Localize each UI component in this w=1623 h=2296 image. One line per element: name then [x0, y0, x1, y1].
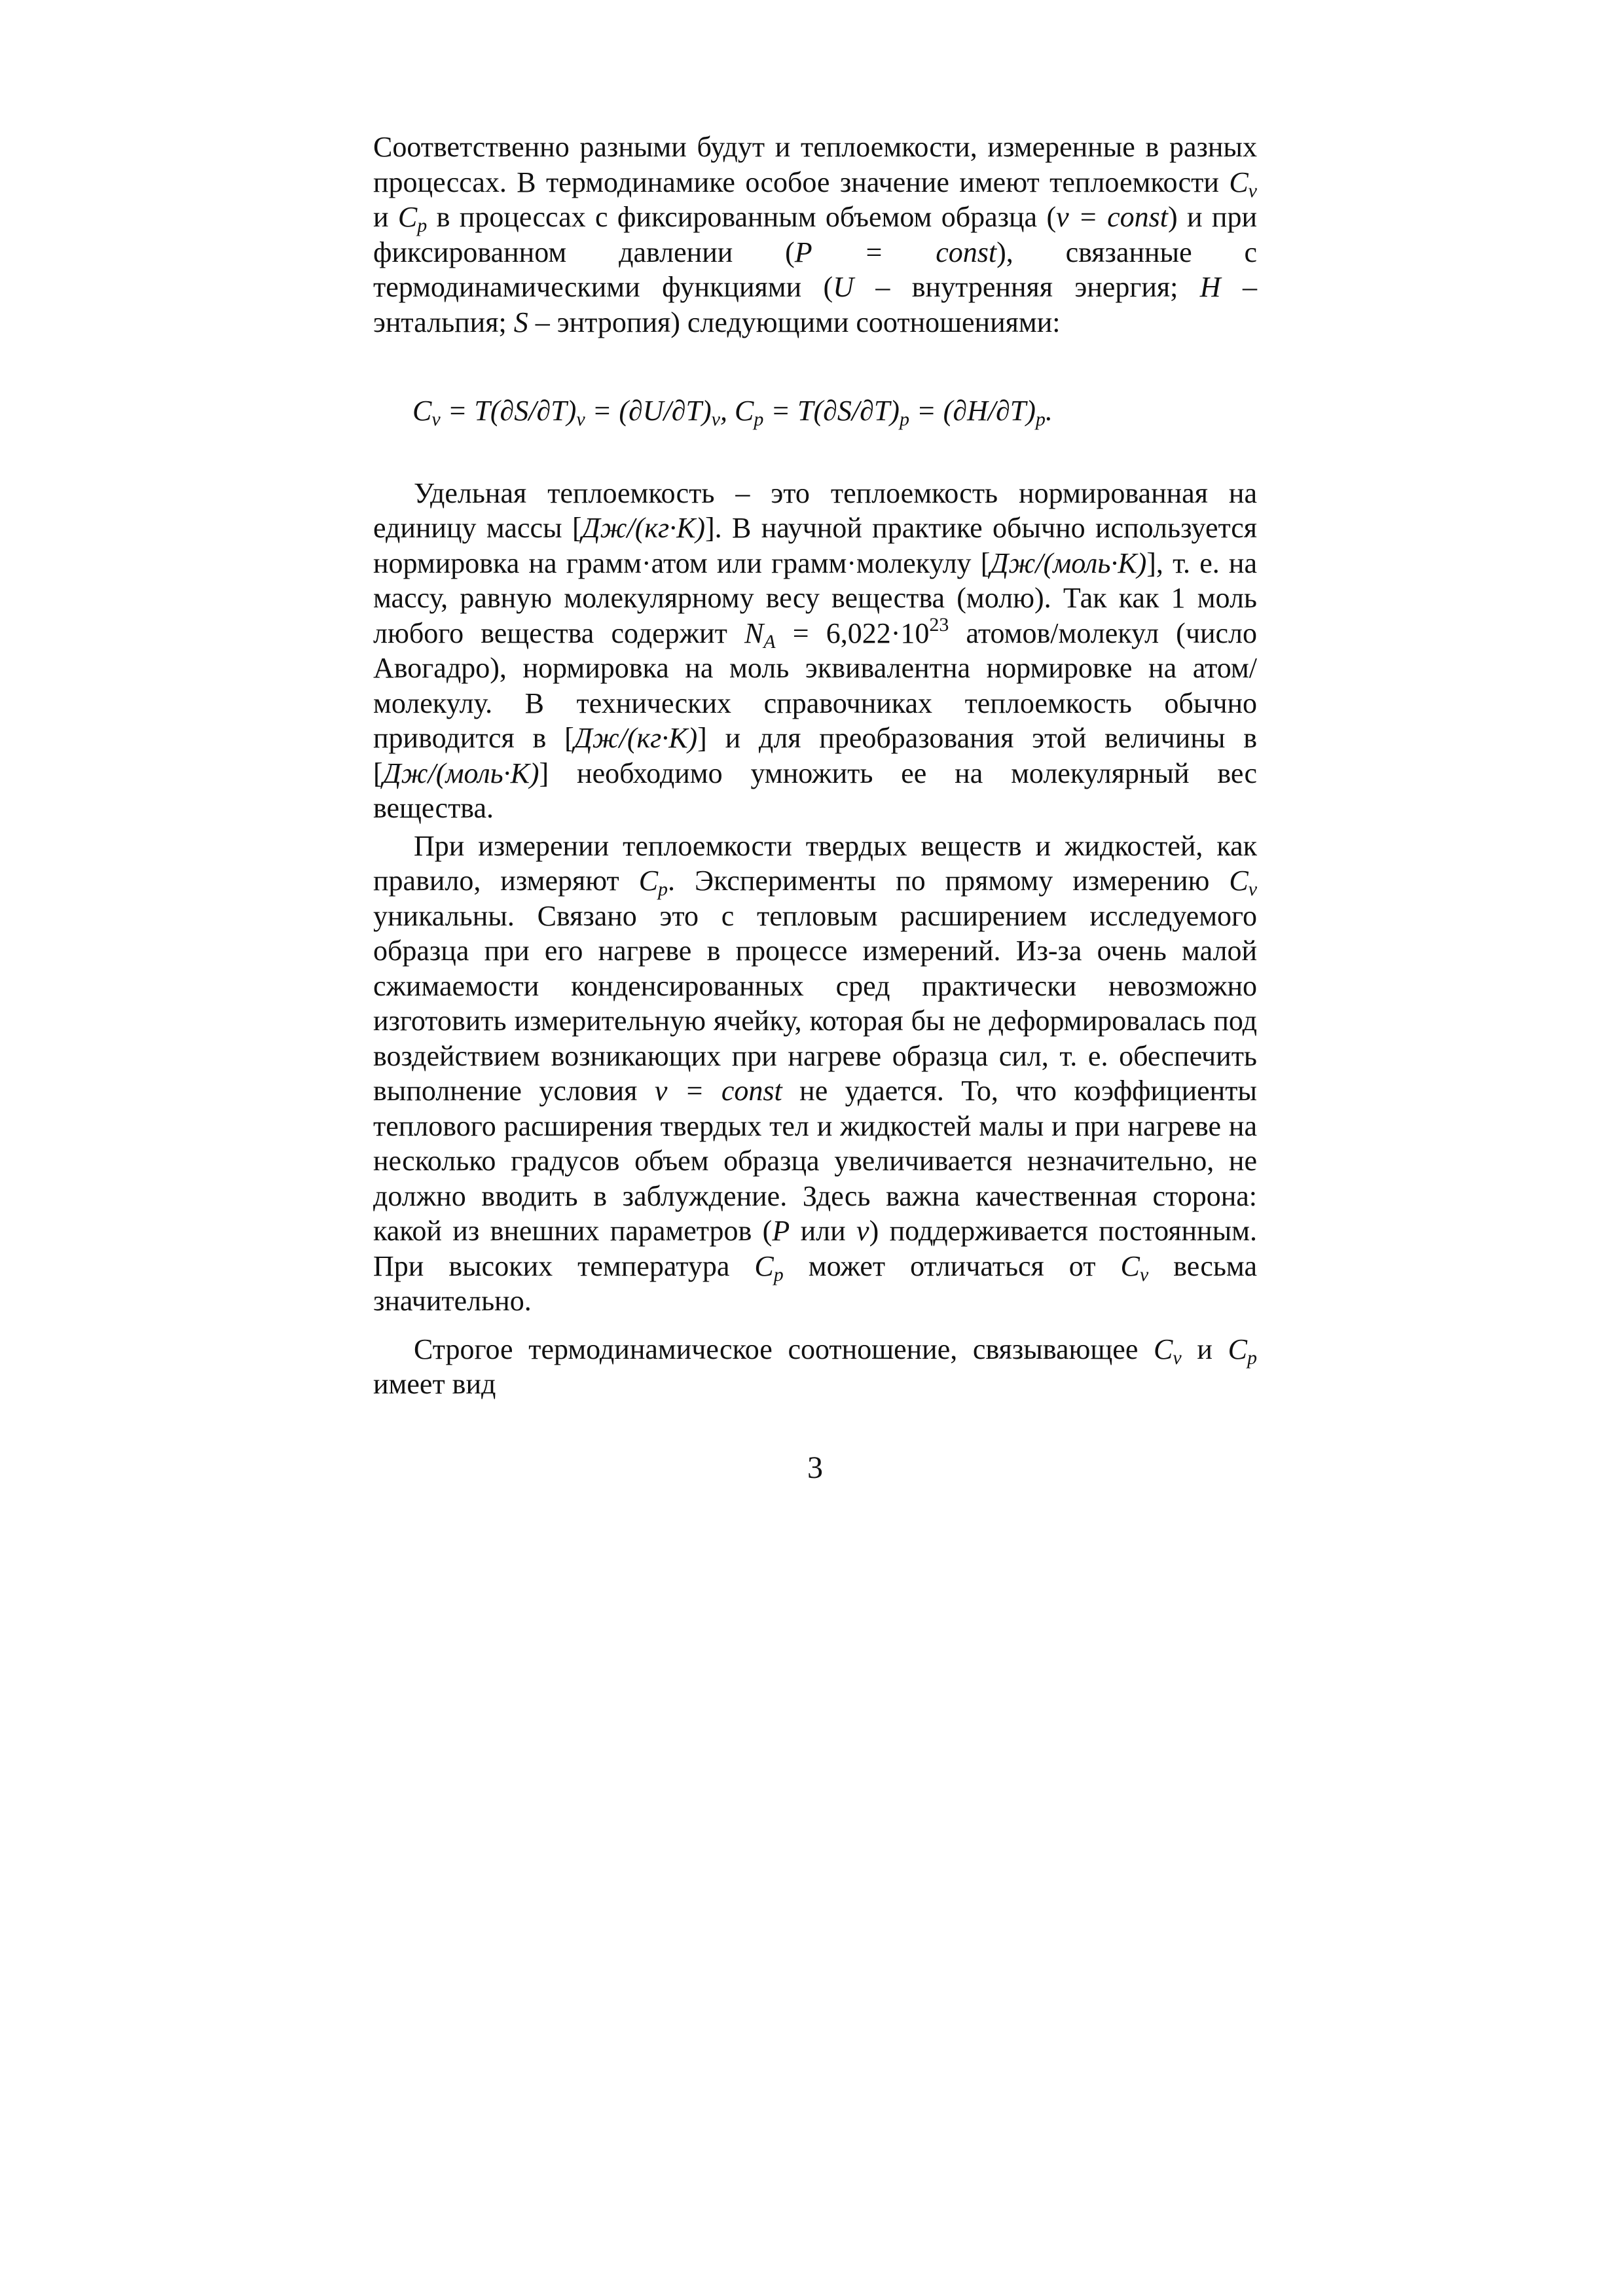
formula-cv-cp: $C_v = T(\partial S/\partial T)_v = (\partial U/\partial T)_v$, $C_p = T(\partial S/\partial T)_p = (\partial H/\partial T)_p$. — [412, 395, 1053, 430]
document-page — [373, 130, 1258, 1485]
paragraph-relation: Строгое термодинамическое соотношение, связывающее $C_v$ и $C_p$ имеет вид — [373, 1333, 1258, 1400]
paragraph-measurement: При измерении теплоемкости твердых веществ и жидкостей, как правило, измеряют $C_p$. Эксперименты по прямому измерению $C_v$ уникальны. Связано это с тепловым расширением исследуемого образца при его нагреве в процессе измерений. Из-за очень малой сжимаемости конденсированных сред практически невозможно изготовить измерительную ячейку, которая бы не деформировалась под воздействием возникающих при нагреве образца сил, т. е. обеспечить выполнение условия v = const не удается. То, что коэффициенты теплового расширения твердых тел и жидкостей малы и при нагреве на несколько градусов объем образца увеличивается незначительно, не должно вводить в заблуждение. Здесь важна качественная сторона: какой из внешних параметров (P или v) поддерживается постоянным. При высоких температура $C_p$ может отличаться от $C_v$ весьма значительно. — [373, 829, 1258, 1317]
paragraph-heat-capacities: Соответственно разными будут и теплоемкости, измеренные в разных процессах. В термодинамике особое значение имеют теплоемкости $C_v$ и $C_p$ в процессах с фиксированным объемом образца (v = const) и при фиксированном давлении (P = const), связанные с термодинамическими функциями (U – внутренняя энергия; H – энтальпия; S – энтропия) следующими соотношениями: — [373, 131, 1258, 338]
paragraph-specific-heat: Удельная теплоемкость – это теплоемкость нормированная на единицу массы [Дж/(кг·К)]. В научной практике обычно используется нормировка на грамм·атом или грамм·молекулу [Дж/(моль·К)], т. е. на массу, равную молекулярному весу вещества (молю). Так как 1 моль любого вещества содержит $N_A = 6,022\cdot 10^{23}$ атомов/молекул (число Авогадро), нормировка на моль эквивалентна нормировке на атом/молекулу. В технических справочниках теплоемкость обычно приводится в [Дж/(кг·К)] и для преобразования этой величины в [Дж/(моль·К)] необходимо умножить ее на молекулярный вес вещества. — [373, 476, 1258, 824]
page-number: 3 — [807, 1450, 823, 1485]
